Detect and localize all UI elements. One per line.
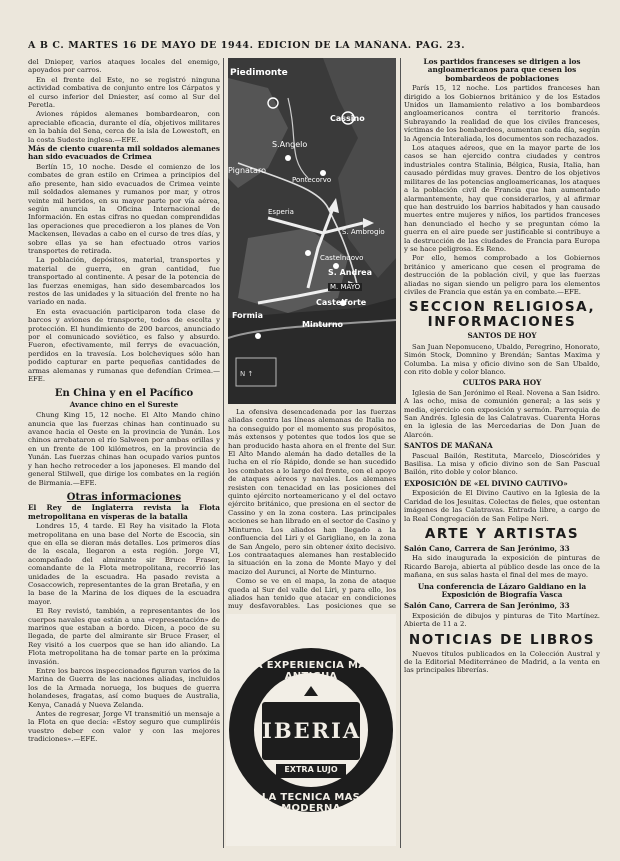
article-paragraph: Londres 15, 4 tarde. El Rey ha visitado la Flota metropolitana en una base del Norte de Escocia, sin que en ella se dieran más detalles. Los primeros días de la escala, llegaron a esta región. Jorge VI, acompañado del almirante sir Bruce Fraser, comandante de la Flota metropolitana, recorrió las unidades de la escuadra. Ha pasado revista a Cosaccowich, representantes de la gran Bretaña, y en la base de la Marina de los diques de la escuadra mayor.: [28, 522, 220, 606]
article-paragraph: Nuevos títulos publicados en la Colección Austral y de la Editorial Mediterráneo de Madrid, a la venta en las principales librerías.: [404, 649, 600, 675]
article-paragraph: Pascual Bailón, Restituta, Marcelo, Dioscórides y Basilisa. La misa y oficio divino son de San Pascual Bailón, rito doble y color blanco.: [404, 451, 600, 477]
battle-map: [228, 58, 396, 404]
section-heading: En China y en el Pacífico: [54, 388, 194, 400]
map-label: Esperia: [268, 208, 294, 216]
article-paragraph: Aviones rápidos alemanes bombardearon, con apreciable eficacia, durante el día, objetivos militares en la bahía del Sena, cerca de la isla de Lowestoft, en la costa Sudeste inglesa.—EFE.: [28, 110, 220, 144]
article-paragraph: Por ello, hemos comprobado a los Gobiernos británico y americano que cesen el programa de destrucción de la población civil, y que las fuerzas aliadas no sigan siendo un peligro para los elementos civiles de Francia que están ya en combate.—EFE.: [404, 254, 600, 296]
article-paragraph: Iglesia de San Jerónimo el Real. Novena a San Isidro. A las ocho, misa de comunión general; a las seis y media, ejercicio con exposición y sermón. Parroquia de San Andrés. Iglesia de las Calatravas. Cuarenta Horas en la iglesia de las Mercedarias de Don Juan de Alarcón.: [404, 388, 600, 439]
ad-brand: IBERIA: [262, 718, 362, 743]
map-label: S. Andrea: [328, 268, 372, 277]
map-label: M. MAYO: [330, 283, 361, 291]
article-heading: Una conferencia de Lázaro Galdiano en la Exposición de Biografía Vasca: [417, 581, 587, 599]
article-heading: SANTOS DE MAÑANA: [404, 441, 493, 451]
article-paragraph: del Dnieper, varios ataques locales del enemigo, apoyados por carros.: [28, 58, 220, 75]
article-paragraph: Entre los barcos inspeccionados figuran varios de la Marina de Guerra de las naciones aliadas, incluidos los de la Armada noruega, los buques de guerra holandeses, fragatas, así como buques de Australia, Kenya, Canadá y Nueva Zelanda.: [28, 667, 220, 709]
page-header: A B C. MARTES 16 DE MAYO DE 1944. EDICION DE LA MAÑANA. PAG. 23.: [28, 40, 466, 51]
map-label: Pignataro: [228, 166, 266, 175]
article-paragraph: Como se ve en el mapa, la zona de ataque queda al Sur del valle del Liri, y para ello, los aliados han tenido que atacar en condiciones muy desfavorables. Las posiciones que se: [228, 577, 396, 610]
article-paragraph: San Juan Nepomuceno, Ubaldo, Peregrino, Honorato, Simón Stock, Domnino y Brendán; Santas Maxima y Columba. La misa y oficio divino son de San Ubaldo, con rito doble y color blanco.: [404, 342, 600, 376]
article-paragraph: Exposición de dibujos y pinturas de Tito Martínez. Abierta de 11 a 2.: [404, 611, 600, 629]
left-column: [28, 58, 220, 848]
article-paragraph: Chung King 15, 12 noche. El Alto Mando chino anuncia que las fuerzas chinas han continuado su avance hacia el Oeste en la provincia de Yunán. Los chinos arrebataron el río Salween por ambas orillas y en un frente de 100 kilómetros, en la provincia de Yunán. Las fuerzas chinas han ocupado varios puntos y han hecho retroceder a los japoneses. El mando del general Stilwell, que dirige los combates en la región de Birmania.—EFE.: [28, 411, 220, 487]
article-paragraph: Los ataques aéreos, que en la mayor parte de los casos se han ejercido contra ciudades y centros industriales contra Stalinia, Bélgica, Rusia, Italia, han causado pérdidas muy graves. Dentro de los objetivos militares de las potencias angloamericanas, los ataques a la población civil de Francia que han aumentado alarmantemente, hay que considerarlos, y al afirmar que han destruido los barrios habitados y han causado muertes entre mujeres y niños, los partidos franceses han denunciado el hecho y se preguntan cómo la guerra en el aire puede ser justificable si contribuye a la destrucción de las ciudades de Francia para Europa y se hace peligrosa. Es Reno.: [404, 144, 600, 253]
map-label: Cassino: [330, 114, 365, 123]
section-title-libros: NOTICIAS DE LIBROS: [408, 631, 596, 648]
middle-column: [228, 408, 396, 610]
map-label: Formia: [232, 311, 264, 320]
venue-heading: Salón Cano, Carrera de San Jerónimo, 33: [404, 543, 570, 553]
section-heading: Otras informaciones: [66, 491, 182, 503]
section-title-religiosa: SECCION RELIGIOSA, INFORMACIONES: [408, 299, 596, 331]
article-paragraph: La ofensiva desencadenada por las fuerzas aliadas contra las líneas alemanas de Italia no ha conseguido por el momento sus propósitos, más extensos y potentes que todos los que se han producido hasta ahora en el frente del Sur. El Alto Mando alemán ha dado detalles de la lucha en el río Rápido, donde se han sucedido los combates a lo largo del frente, con el apoyo de ataques aéreos y navales. Los alemanes resisten con tenacidad en las posiciones del quinto ejército norteamericano y el del octavo ejército británico, que presiona en el sector de Cassino y en la zona costera. Las principales acciones se han librado en el sector de Casino y Minturno. Los aliados han llegado a la confluencia del Liri y el Garigliano, en la zona de San Ángelo, pero sin obtener éxito decisivo. Los contraataques alemanes han restablecido la situación en la zona de Monte Mayo y del macizo del Aurunci, al Norte de Minturno.: [228, 408, 396, 576]
section-subheading: SANTOS DE HOY: [467, 331, 537, 341]
svg-text:N ↑: N ↑: [240, 370, 254, 378]
article-paragraph: En el frente del Este, no se registró ninguna actividad combativa de conjunto entre los Cárpatos y el curso inferior del Dniester, así como al Sur del Peretla.: [28, 75, 220, 110]
section-subheading: Avance chino en el Sureste: [69, 399, 179, 409]
right-column: [404, 58, 600, 848]
article-paragraph: El Rey revistó, también, a representantes de los cuerpos navales que están a una «representación» de marinos que estaban a bordo. Dicen, a poco de su llegada, de parte del almirante sir Bruce Fraser, el Rey visitó a los cuerpos que se han ido aliando. La Flota metropolitana ha de tomar parte en la próxima invasión.: [28, 607, 220, 666]
iberia-advertisement: [226, 614, 396, 846]
article-paragraph: París 15, 12 noche. Los partidos franceses han dirigido a los Gobiernos británico y de los Estados Unidos un llamamiento relativo a los bombardeos angloamericanos contra el territorio francés. Subrayando la realidad de que los civiles franceses, víctimas de los bombardeos, aumentan cada día, según la Agencia Interaliada, los documentos son rechazados.: [404, 84, 600, 143]
map-label: Castelnuovo: [320, 254, 364, 262]
article-paragraph: Exposición de El Divino Cautivo en la Iglesia de la Caridad de los Jesuitas. Colectas de fieles, que ostentan imágenes de las Calatravas. Entrada libre, a cargo de la Real Congregación de San Felipe Neri.: [404, 489, 600, 523]
article-heading: EXPOSICIÓN DE «EL DIVINO CAUTIVO»: [404, 478, 568, 488]
map-label: S. Ambrogio: [342, 228, 385, 236]
article-heading: Más de ciento cuarenta mil soldados alemanes han sido evacuados de Crimea: [28, 144, 220, 162]
column-divider: [400, 58, 401, 848]
article-paragraph: La población, depósitos, material, transportes y material de guerra, en gran cantidad, fue transportado al continente. A pesar de la potencia de las fuerzas enemigas, han sido desembarcados los restos de las unidades y la situación del frente no ha variado en nada.: [28, 256, 220, 307]
article-paragraph: Antes de regresar, Jorge VI transmitió un mensaje a la Flota en que decía: «Estoy seguro que cumpliréis vuestro deber con valor y con las mejores tradiciones».—EFE.: [28, 710, 220, 744]
map-label: Minturno: [302, 320, 344, 329]
article-heading: El Rey de Inglaterra revista la Flota metropolitana en vísperas de la batalla: [28, 503, 220, 521]
article-heading: CULTOS PARA HOY: [462, 378, 542, 388]
map-label: Pontecorvo: [292, 176, 332, 184]
map-label: Piedimonte: [230, 68, 288, 78]
article-paragraph: Ha sido inaugurada la exposición de pinturas de Ricardo Baroja, abierta al público desde las once de la mañana, en sus salas hasta el final del mes de mayo.: [404, 554, 600, 580]
article-paragraph: En esta evacuación participaron toda clase de barcos y aviones de transporte, todos de escolta y protección. El hundimiento de 200 barcos, anunciado por el comunicado soviético, es falso y absurdo. Fueron, efectivamente, mil ferrys de evacuación, perdidos en la travesía. Los bolcheviques sólo han podido capturar en parte pequeñas cantidades de armas alemanas y rumanas que defendían Crimea.—EFE.: [28, 307, 220, 384]
ad-top-text: LA EXPERIENCIA MAS ANTIGUA: [248, 660, 374, 682]
article-paragraph: Berlín 15, 10 noche. Desde el comienzo de los combates de gran estilo en Crimea a principios del año presente, han sido evacuados de Crimea veinte mil soldados alemanes y rumanos por mar, y otros veinte mil heridos, en su mayor parte por vía aérea, según anuncia la Oficina Internacional de Información. En estas cifras no quedan comprendidas las operaciones que precedieron a los planes de Von Mackensen, llevadas a cabo en el curso de tres días, y sobre ellas ya se han efectuado otros varios transportes de retirada.: [28, 162, 220, 255]
ad-subtitle: EXTRA LUJO: [284, 765, 338, 774]
map-label: Castelforte: [316, 298, 367, 307]
column-divider: [223, 58, 224, 848]
venue-heading: Salón Cano, Carrera de San Jerónimo, 33: [404, 601, 570, 611]
map-label: S.Angelo: [272, 140, 308, 149]
ad-bottom-text: LA TECNICA MAS MODERNA: [261, 792, 361, 814]
section-title-arte: ARTE Y ARTISTAS: [424, 525, 580, 542]
article-heading: Los partidos franceses se dirigen a los angloamericanos para que cesen los bombardeos de poblaciones: [423, 58, 581, 83]
